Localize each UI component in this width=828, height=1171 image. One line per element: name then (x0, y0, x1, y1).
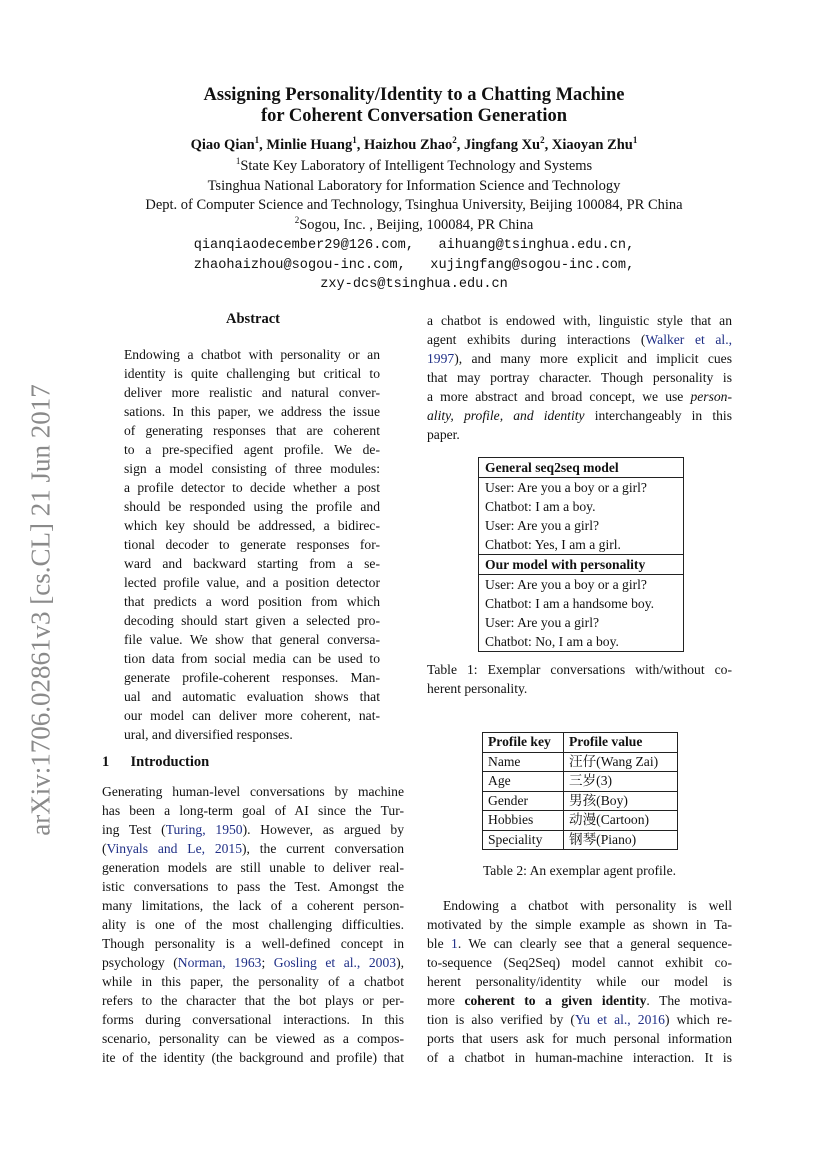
abstract-line: Endowing a chatbot with personality or an (124, 347, 380, 362)
arxiv-identifier (16, 370, 66, 850)
text-run: psychology ( (102, 955, 178, 970)
citation-link[interactable]: Gosling et al., 2003 (273, 955, 397, 970)
text-run: agent exhibits during interactions ( (427, 332, 646, 347)
table-cell: 三岁(3) (564, 772, 678, 792)
abstract-line: ural, and diversified responses. (124, 727, 293, 742)
caption-line: herent personality. (427, 681, 528, 696)
table-cell: Chatbot: No, I am a boy. (479, 632, 684, 652)
citation-link[interactable]: Norman, 1963 (177, 955, 262, 970)
body-line: to-sequence (Seq2Seq) model cannot exhibit co- (427, 955, 732, 970)
intro-line: generation models are still unable to deliver real- (102, 860, 404, 875)
body-line: ports that users ask for much personal information (427, 1031, 732, 1046)
section-number: 1 (102, 754, 110, 770)
abstract-line: identity is quite challenging but critical to (124, 366, 380, 381)
intro-line: Generating human-level conversations by machine (102, 784, 404, 799)
table-cell: Hobbies (483, 811, 564, 831)
table-2-caption: Table 2: An exemplar agent profile. (482, 863, 677, 878)
table-section-header: Our model with personality (479, 555, 684, 575)
intro-line: while in this paper, the personality of a chatbot (102, 974, 404, 989)
table-reference-link[interactable]: 1 (451, 936, 458, 951)
paper-title (0, 85, 828, 127)
body-line (427, 934, 732, 953)
citation-link[interactable]: 1997 (427, 351, 455, 366)
author-name: Haizhou Zhao (363, 137, 453, 153)
intro-line (102, 839, 404, 858)
text-run: ), the current conversation (242, 841, 404, 856)
table-cell: User: Are you a girl? (479, 613, 684, 632)
table-header-cell: Profile key (483, 733, 564, 753)
author-name: Xiaoyan Zhu (551, 137, 633, 153)
text-run: ). However, as argued by (242, 822, 404, 837)
body-line (427, 349, 732, 368)
table-cell: Age (483, 772, 564, 792)
italic-run: person- (690, 389, 732, 404)
text-run: ing Test ( (102, 822, 166, 837)
title-line-2: for Coherent Conversation Generation (260, 106, 568, 126)
author-name: Qiao Qian (190, 137, 255, 153)
abstract-line: that predicts a word position from which (124, 594, 380, 609)
text-run: ble (427, 936, 452, 951)
bold-run: coherent to a given identity (464, 993, 647, 1008)
text-run: more (427, 993, 465, 1008)
table-1 (478, 457, 684, 652)
abstract-line: a profile detector to decide whether a post (124, 480, 380, 495)
abstract-line: sations. In this paper, we address the issue (124, 404, 380, 419)
abstract-line: ward and backward starting from a se- (124, 556, 380, 571)
intro-line: ality is one of the most challenging difficulties. (102, 917, 404, 932)
abstract-body (124, 345, 380, 744)
text-run: ) which re- (664, 1012, 732, 1027)
text-run: ( (102, 841, 107, 856)
text-run: ), (396, 955, 404, 970)
body-line: motivated by the simple example as shown in Ta- (427, 917, 732, 932)
right-paragraph-personality (427, 311, 732, 444)
intro-line (102, 953, 404, 972)
introduction-body (102, 782, 404, 1067)
abstract-line: generate profile-coherent responses. Man- (124, 670, 380, 685)
author-list: Qiao Qian$^1$, Minlie Huang$^1$, Haizhou Zhao$^2$, Jingfang Xu$^2$, Xiaoyan Zhu$^1$ (190, 135, 638, 153)
text-run: interchangeably in this (584, 408, 732, 423)
text-run: ; (261, 955, 274, 970)
arxiv-id-text: arXiv:1706.02861v3 [cs.CL] 21 Jun 2017 (25, 384, 56, 836)
table-cell: Chatbot: Yes, I am a girl. (479, 535, 684, 555)
text-run: a more abstract and broad concept, we use (427, 389, 691, 404)
abstract-line: lected profile value, and a position detector (124, 575, 380, 590)
abstract-line: to a pre-specified agent profile. We de- (124, 442, 380, 457)
body-line (427, 406, 732, 425)
author-name: Minlie Huang (266, 137, 353, 153)
caption-line: Table 1: Exemplar conversations with/without co- (427, 662, 732, 677)
affil-mark: 2 (294, 214, 300, 225)
abstract-line: decoding should start given a selected pro- (124, 613, 380, 628)
abstract-line: sign a model consisting of three modules: (124, 461, 380, 476)
table-cell: 钢琴(Piano) (564, 830, 678, 850)
affiliation-3: Dept. of Computer Science and Technology, Tsinghua University, Beijing 100084, PR China (145, 197, 683, 213)
intro-line: forms during conversational interactions. In this (102, 1012, 404, 1027)
email-line-3: zxy-dcs@tsinghua.edu.cn (320, 277, 508, 292)
intro-line (102, 820, 404, 839)
body-line (427, 330, 732, 349)
text-run: tion is also verified by ( (427, 1012, 575, 1027)
citation-link[interactable]: Yu et al., 2016 (574, 1012, 665, 1027)
table-2 (482, 732, 678, 850)
table-cell: 汪仔(Wang Zai) (564, 752, 678, 772)
table-cell: Speciality (483, 830, 564, 850)
text-run: . The motiva- (646, 993, 732, 1008)
body-line: paper. (427, 427, 460, 442)
affiliation-4 (0, 216, 828, 236)
table-section-header: General seq2seq model (479, 458, 684, 478)
citation-link[interactable]: Turing, 1950 (165, 822, 243, 837)
affil-text: State Key Laboratory of Intelligent Technology and Systems (240, 158, 593, 174)
abstract-line: deliver more realistic and natural conver- (124, 385, 380, 400)
intro-line: has been a long-term goal of AI since the Tur- (102, 803, 404, 818)
abstract-line: file value. We show that general conversa- (124, 632, 380, 647)
abstract-line: ual and automatic evaluation shows that (124, 689, 380, 704)
body-line: of a chatbot in human-machine interaction. It is (427, 1050, 732, 1065)
body-line (427, 387, 732, 406)
intro-line: Though personality is a well-defined concept in (102, 936, 404, 951)
body-line: herent personality/identity while our model is (427, 974, 732, 989)
abstract-line: tion data from social media can be used to (124, 651, 380, 666)
section-title: Introduction (130, 754, 210, 770)
abstract-line: tional decoder to generate responses for- (124, 537, 380, 552)
table-header-cell: Profile value (564, 733, 678, 753)
author-name: Jingfang Xu (463, 137, 541, 153)
body-line (427, 991, 732, 1010)
intro-line: istic conversations to pass the Test. Amongst the (102, 879, 404, 894)
section-heading-introduction (102, 754, 209, 771)
citation-link[interactable]: Walker et al., (645, 332, 732, 347)
abstract-line: which key should be addressed, a bidirec- (124, 518, 380, 533)
italic-run: ality, profile, and identity (427, 408, 585, 423)
author-affil-mark: 2 (452, 135, 457, 146)
affiliation-1 (0, 157, 828, 177)
abstract-line: should be responded using the profile and (124, 499, 380, 514)
table-cell: Chatbot: I am a boy. (479, 497, 684, 516)
table-cell: User: Are you a boy or a girl? (479, 575, 684, 595)
abstract-line: of generating responses that are coherent (124, 423, 380, 438)
affil-mark: 1 (235, 156, 241, 167)
table-cell: User: Are you a girl? (479, 516, 684, 535)
email-line-2: zhaohaizhou@sogou-inc.com, xujingfang@sogou-inc.com, (193, 257, 635, 273)
body-line: that may portray character. Though personality is (427, 370, 732, 385)
table-cell: Name (483, 752, 564, 772)
right-paragraph-motivation (427, 896, 732, 1067)
table-cell: 动漫(Cartoon) (564, 811, 678, 831)
text-run: . We can clearly see that a general sequence- (457, 936, 732, 951)
intro-line: ite of the identity (the background and profile) that (102, 1050, 404, 1065)
text-run: ), and many more explicit and implicit cues (454, 351, 732, 366)
table-cell: Chatbot: I am a handsome boy. (479, 594, 684, 613)
title-line-1: Assigning Personality/Identity to a Chatting Machine (203, 85, 625, 105)
table-cell: Gender (483, 791, 564, 811)
citation-link[interactable]: Vinyals and Le, 2015 (106, 841, 243, 856)
author-affil-mark: 1 (352, 135, 357, 146)
abstract-heading: Abstract (226, 311, 280, 327)
affil-text: Sogou, Inc. , Beijing, 100084, PR China (299, 216, 534, 233)
table-1-caption (427, 660, 732, 698)
table-cell: 男孩(Boy) (564, 791, 678, 811)
intro-line: scenario, personality can be viewed as a compos- (102, 1031, 404, 1046)
abstract-line: our model can deliver more coherent, nat- (124, 708, 380, 723)
intro-line: many limitations, the lack of a coherent person- (102, 898, 404, 913)
intro-line: refers to the character that the bot plays or per- (102, 993, 404, 1008)
email-line-1: qianqiaodecember29@126.com, aihuang@tsinghua.edu.cn, (193, 238, 635, 253)
body-line (427, 1010, 732, 1029)
author-affil-mark: 1 (632, 135, 638, 146)
body-line: a chatbot is endowed with, linguistic style that an (427, 313, 732, 328)
affiliation-2: Tsinghua National Laboratory for Information Science and Technology (207, 177, 621, 194)
body-line: Endowing a chatbot with personality is well (443, 898, 732, 913)
author-affil-mark: 2 (540, 135, 545, 146)
author-affil-mark: 1 (254, 135, 260, 146)
table-cell: User: Are you a boy or a girl? (479, 478, 684, 498)
